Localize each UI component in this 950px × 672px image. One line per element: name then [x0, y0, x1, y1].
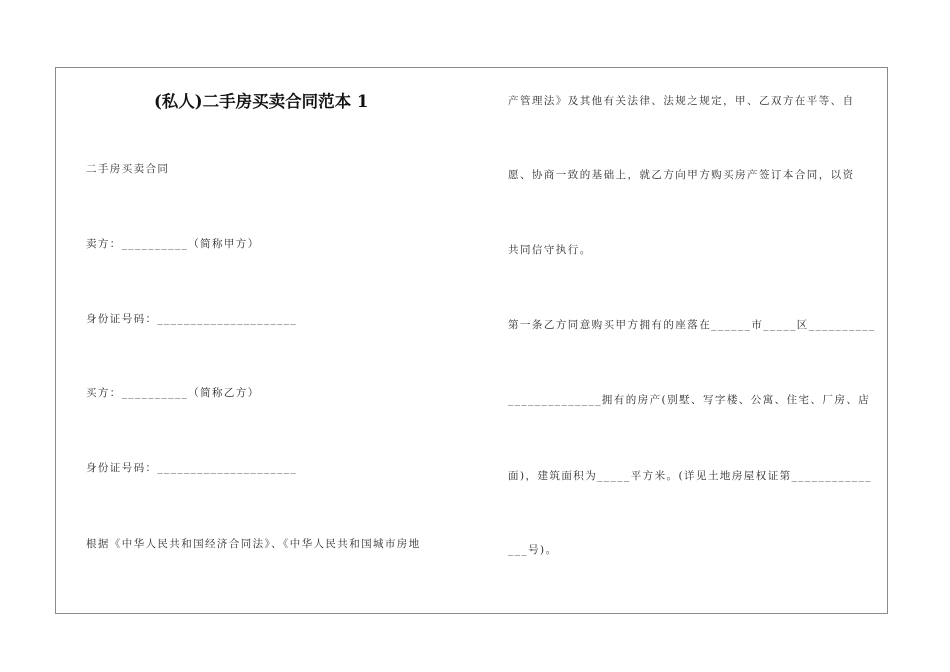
- buyer-id-line: 身份证号码：_____________________: [86, 462, 298, 474]
- contract-heading: 二手房买卖合同: [86, 163, 170, 175]
- seller-line: 卖方：__________（简称甲方）: [86, 238, 260, 250]
- body-text-line: 根据《中华人民共和国经济合同法》、《中华人民共和国城市房地: [86, 538, 421, 550]
- article-one-line: ___号)。: [508, 544, 558, 556]
- article-one-line: 面)，建筑面积为_____平方米。(详见土地房屋权证第____________: [508, 470, 872, 482]
- buyer-line: 买方：__________（简称乙方）: [86, 387, 260, 399]
- body-text-line: 共同信守执行。: [508, 244, 592, 256]
- document-page: [55, 67, 888, 614]
- left-column: [86, 68, 486, 613]
- body-text-line: 产管理法》及其他有关法律、法规之规定，甲、乙双方在平等、自: [508, 95, 855, 107]
- body-text-line: 愿、协商一致的基础上，就乙方向甲方购买房产签订本合同，以资: [508, 169, 855, 181]
- right-column: [508, 68, 886, 613]
- seller-id-line: 身份证号码：_____________________: [86, 313, 298, 325]
- article-one-line: ______________拥有的房产(别墅、写字楼、公寓、住宅、厂房、店: [508, 394, 871, 406]
- article-one-line: 第一条乙方同意购买甲方拥有的座落在______市_____区__________: [508, 319, 876, 331]
- document-title: (私人)二手房买卖合同范本 1: [154, 92, 369, 111]
